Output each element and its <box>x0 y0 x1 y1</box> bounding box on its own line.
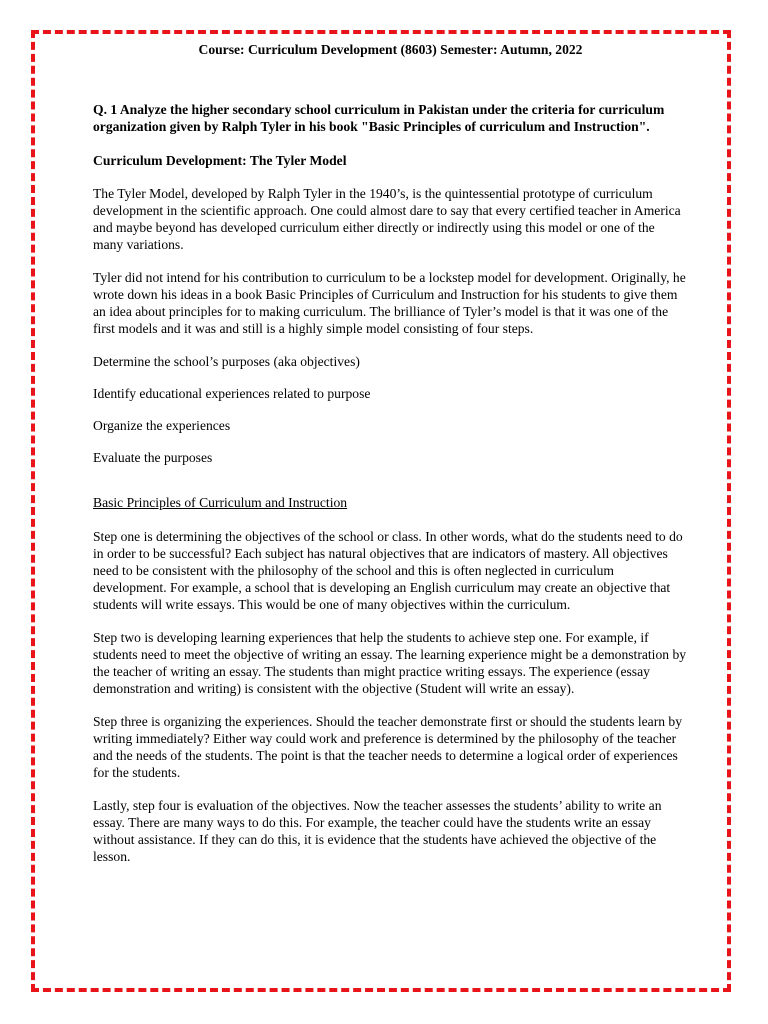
section-heading: Curriculum Development: The Tyler Model <box>93 153 347 168</box>
subsection-heading: Basic Principles of Curriculum and Instruction <box>93 495 348 510</box>
step-three-paragraph: Step three is organizing the experiences. Should the teacher demonstrate first or should the students learn by writing immediately? Either way could work and preference is determined by the philosophy of the teacher and the needs of the students. The point is that the teacher needs to determine a logical order of experiences for the students. <box>93 714 683 780</box>
step-four-paragraph: Lastly, step four is evaluation of the objectives. Now the teacher assesses the students’ ability to write an essay. There are many ways to do this. For example, the teacher could have the students write an essay without assistance. If they can do this, it is evidence that the students have achieved the objective of the lesson. <box>93 798 662 864</box>
tyler-intent-paragraph: Tyler did not intend for his contribution to curriculum to be a lockstep model for development. Originally, he wrote down his ideas in a book Basic Principles of Curriculum and Instruction for his students to give them an idea about principles for to making curriculum. The brilliance of Tyler’s model is that it was one of the first models and it was and still is a highly simple model consisting of four steps. <box>93 270 686 336</box>
intro-paragraph: The Tyler Model, developed by Ralph Tyler in the 1940’s, is the quintessential prototype of curriculum development in the scientific approach. One could almost dare to say that every certified teacher in America and maybe beyond has developed curriculum either directly or indirectly using this model or one of the many variations. <box>93 186 681 252</box>
step-item: Determine the school’s purposes (aka objectives) <box>93 354 360 369</box>
document-content <box>93 41 688 881</box>
step-item: Organize the experiences <box>93 418 231 433</box>
step-one-paragraph: Step one is determining the objectives of the school or class. In other words, what do the students need to do in order to be successful? Each subject has natural objectives that are indicators of mastery. All objectives need to be consistent with the philosophy of the school and this is often neglected in curriculum development. For example, a school that is developing an English curriculum may create an objective that students will write essays. This would be one of many objectives within the curriculum. <box>93 529 683 612</box>
step-item: Evaluate the purposes <box>93 450 213 465</box>
step-item: Identify educational experiences related to purpose <box>93 386 371 401</box>
course-title: Course: Curriculum Development (8603) Semester: Autumn, 2022 <box>198 42 583 57</box>
question-text: Q. 1 Analyze the higher secondary school curriculum in Pakistan under the criteria for curriculum organization given by Ralph Tyler in his book "Basic Principles of curriculum and Instruction". <box>93 102 665 134</box>
step-two-paragraph: Step two is developing learning experiences that help the students to achieve step one. For example, if students need to meet the objective of writing an essay. The learning experience might be a demonstration by the teacher of writing an essay. The students than might practice writing essays. The experience (essay demonstration and writing) is consistent with the objective (Student will write an essay). <box>93 630 687 696</box>
